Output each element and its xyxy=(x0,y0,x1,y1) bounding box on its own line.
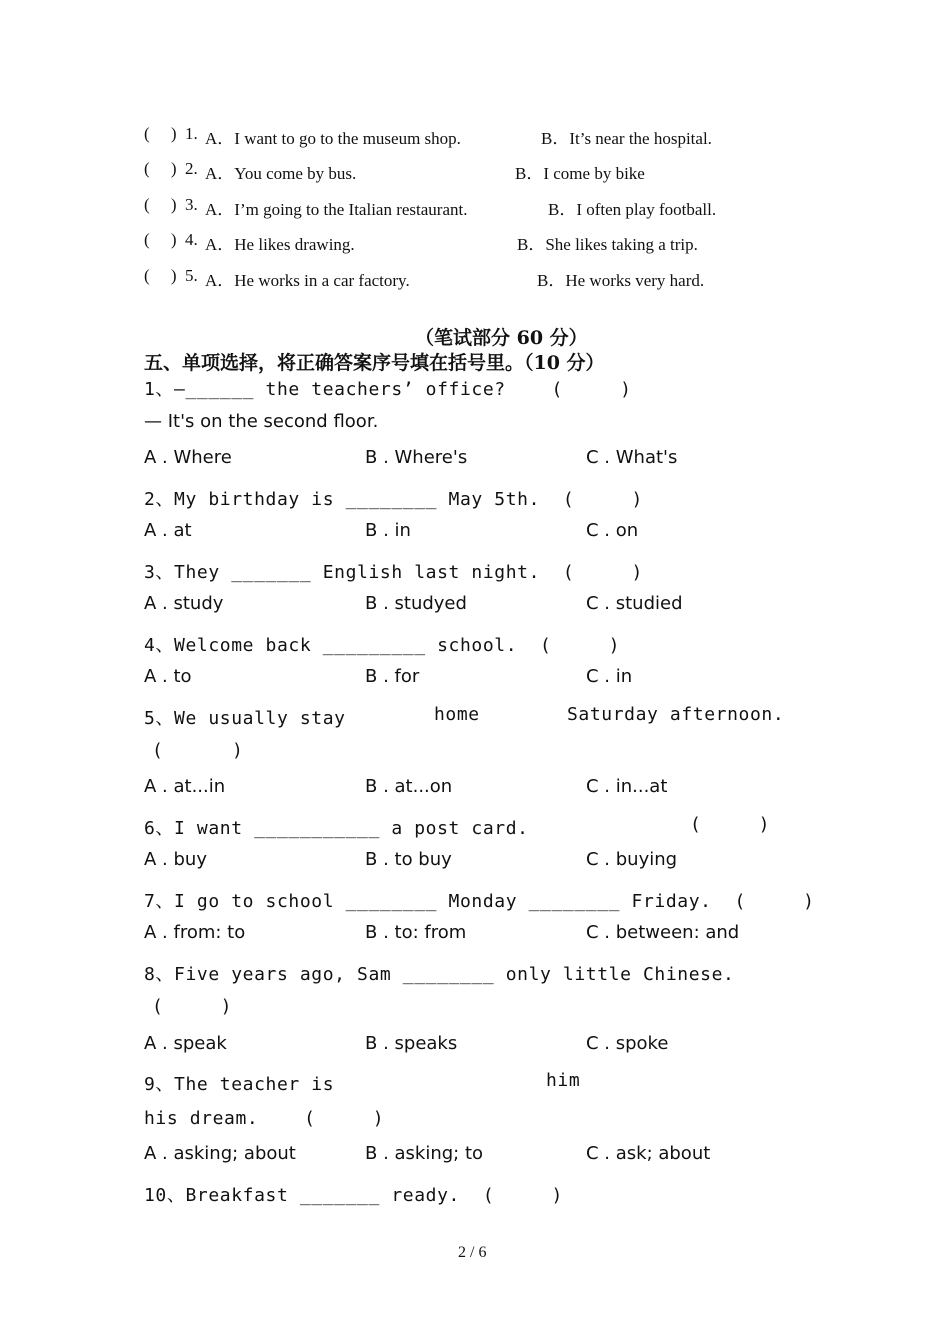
question-5-stem-part-1: 5、We usually stay xyxy=(144,708,346,729)
question-6-option-c: C . buying xyxy=(586,849,678,870)
question-8-stem: 8、Five years ago, Sam ________ only little Chinese. xyxy=(144,964,735,985)
question-5-stem-part-3: Saturday afternoon. xyxy=(567,704,785,725)
question-6-option-a: A . buy xyxy=(144,849,207,870)
question-2-option-c: C . on xyxy=(586,520,639,541)
question-5-option-b: B . at...on xyxy=(365,776,453,797)
question-10-stem: 10、Breakfast _______ ready. ( ) xyxy=(144,1185,563,1206)
option-a: A．You come by bus. xyxy=(205,164,357,183)
question-9-stem-part-2: him xyxy=(546,1070,581,1091)
question-6-option-b: B . to buy xyxy=(365,849,452,870)
answer-paren: ( ) xyxy=(144,230,177,249)
question-2-stem: 2、My birthday is ________ May 5th. ( ) xyxy=(144,489,643,510)
item-number: 1. xyxy=(185,124,198,143)
question-9-option-a: A . asking; about xyxy=(144,1143,296,1164)
question-7-option-c: C . between: and xyxy=(586,922,740,943)
question-6-answer-paren: ( ) xyxy=(690,814,771,835)
question-4-option-b: B . for xyxy=(365,666,420,687)
answer-paren: ( ) xyxy=(144,195,177,214)
answer-paren: ( ) xyxy=(144,266,177,285)
question-9-option-b: B . asking; to xyxy=(365,1143,484,1164)
question-8-option-c: C . spoke xyxy=(586,1033,669,1054)
question-5-option-a: A . at...in xyxy=(144,776,226,797)
question-3-option-c: C . studied xyxy=(586,593,683,614)
answer-paren: ( ) xyxy=(144,124,177,143)
question-9-stem-part-3: his dream. ( ) xyxy=(144,1108,385,1129)
written-part-header: （笔试部分 60 分） xyxy=(415,327,588,349)
answer-paren: ( ) xyxy=(144,159,177,178)
question-5-answer-paren: ( ) xyxy=(152,740,244,761)
question-4-option-c: C . in xyxy=(586,666,633,687)
question-9-stem-part-1: 9、The teacher is xyxy=(144,1074,335,1095)
question-2-option-a: A . at xyxy=(144,520,192,541)
question-4-stem: 4、Welcome back _________ school. ( ) xyxy=(144,635,621,656)
item-number: 4. xyxy=(185,230,198,249)
question-2-option-b: B . in xyxy=(365,520,411,541)
option-a: A．I want to go to the museum shop. xyxy=(205,129,461,148)
question-5-option-c: C . in...at xyxy=(586,776,668,797)
question-3-option-a: A . study xyxy=(144,593,224,614)
option-a: A．He likes drawing. xyxy=(205,235,355,254)
question-1-option-b: B . Where's xyxy=(365,447,468,468)
question-3-option-b: B . studyed xyxy=(365,593,467,614)
option-b: B．It’s near the hospital. xyxy=(541,129,712,148)
question-3-stem: 3、They _______ English last night. ( ) xyxy=(144,562,643,583)
question-8-answer-paren: ( ) xyxy=(152,996,233,1017)
question-1-option-c: C . What's xyxy=(586,447,678,468)
question-1-response: — It's on the second floor. xyxy=(144,411,379,432)
question-8-option-b: B . speaks xyxy=(365,1033,458,1054)
question-7-option-b: B . to: from xyxy=(365,922,467,943)
question-4-option-a: A . to xyxy=(144,666,192,687)
option-b: B．He works very hard. xyxy=(537,271,705,290)
option-a: A．I’m going to the Italian restaurant. xyxy=(205,200,468,219)
question-9-option-c: C . ask; about xyxy=(586,1143,711,1164)
option-b: B．I often play football. xyxy=(548,200,717,219)
option-b: B．I come by bike xyxy=(515,164,645,183)
option-a: A．He works in a car factory. xyxy=(205,271,410,290)
option-b: B．She likes taking a trip. xyxy=(517,235,698,254)
item-number: 2. xyxy=(185,159,198,178)
question-7-stem: 7、I go to school ________ Monday ________ Friday. ( ) xyxy=(144,891,815,912)
item-number: 3. xyxy=(185,195,198,214)
question-5-stem-part-2: home xyxy=(434,704,480,725)
question-1-stem: 1、—______ the teachers’ office? ( ) xyxy=(144,379,632,400)
question-7-option-a: A . from: to xyxy=(144,922,246,943)
question-8-option-a: A . speak xyxy=(144,1033,227,1054)
question-6-stem: 6、I want ___________ a post card. xyxy=(144,818,529,839)
item-number: 5. xyxy=(185,266,198,285)
question-1-option-a: A . Where xyxy=(144,447,232,468)
section-title: 五、单项选择，将正确答案序号填在括号里。（10 分） xyxy=(144,352,605,374)
page-number: 2 / 6 xyxy=(458,1244,487,1261)
